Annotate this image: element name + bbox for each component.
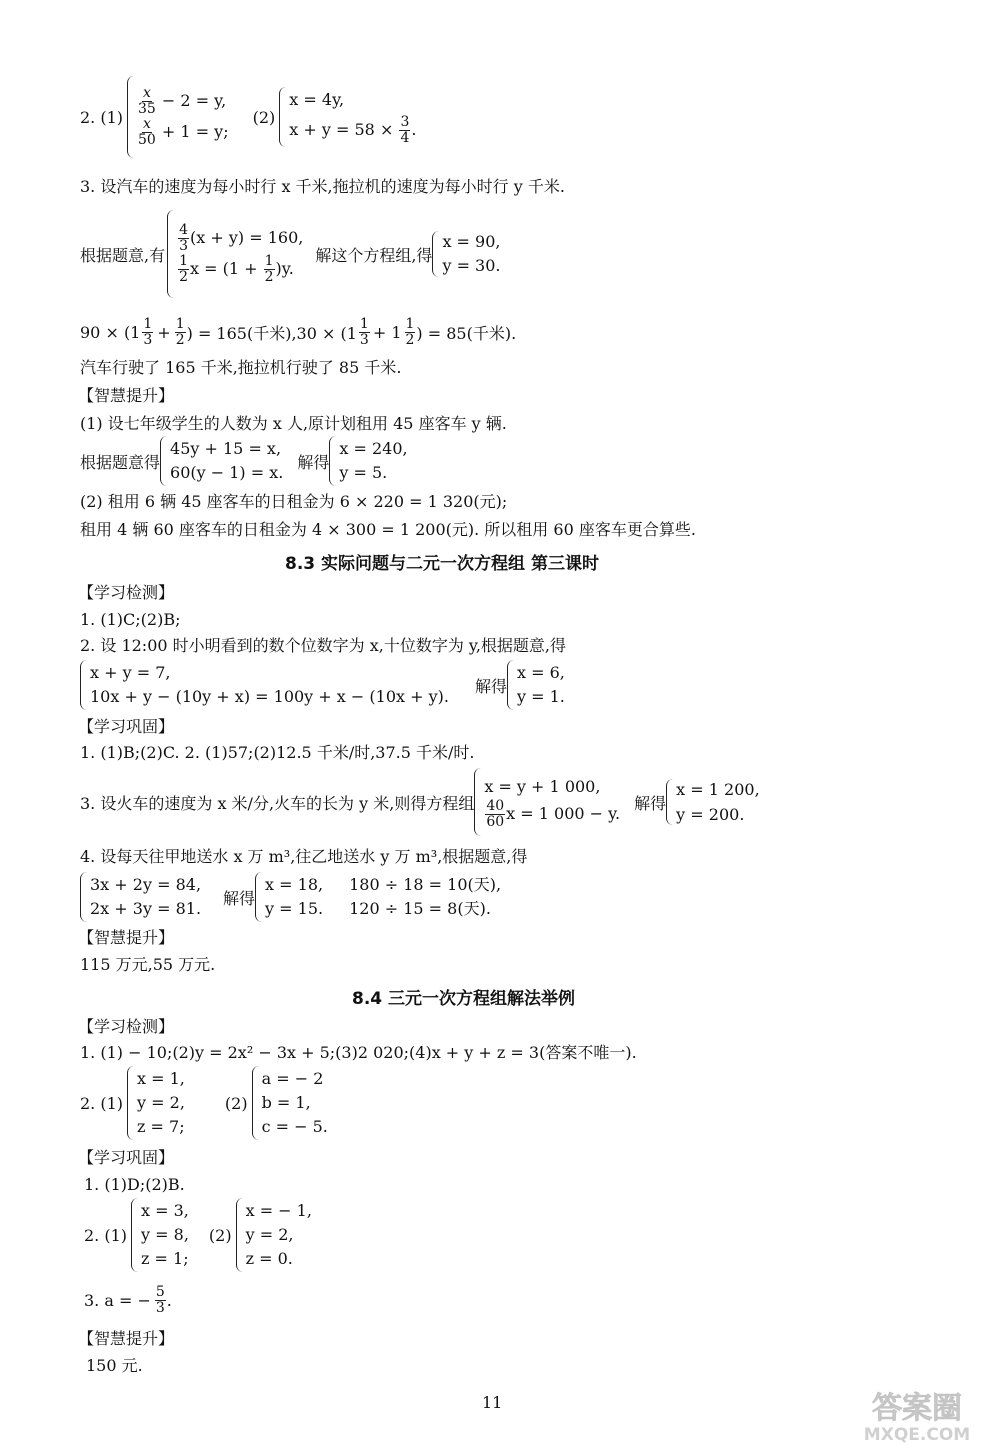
answer-line-a: 3. a = − $\frac{5}{3}$ . <box>84 1283 172 1316</box>
section-tag: 【学习检测】 <box>78 1017 175 1036</box>
brace <box>432 231 440 277</box>
brace <box>127 76 135 158</box>
eq-system-8-4-a2: 2. (1) x = 1, y = 2, z = 7; (2) a = − 2 b = 1, c = − 5. <box>80 1066 328 1140</box>
brace <box>167 210 175 298</box>
section-title-8-4: 8.4 三元一次方程组解法举例 <box>352 989 576 1009</box>
brace <box>131 1198 139 1272</box>
eq-system-8-3-b3: 3. 设火车的速度为 x 米/分,火车的长为 y 米,则得方程组 x = y + 1 000, $\frac{40}{60}$ x = 1 000 − y. 解得 x = 1 200, y = 200. <box>80 768 760 836</box>
section-tag: 【智慧提升】 <box>78 386 175 405</box>
watermark-graphic <box>842 1382 992 1444</box>
answer-line: 4. 设每天往甲地送水 x 万 m³,往乙地送水 y 万 m³,根据题意,得 <box>80 847 528 866</box>
eq-system-8-3-b4: 3x + 2y = 84, 2x + 3y = 81. 解得 x = 18, y = 15. 180 ÷ 18 = 10(天), 120 ÷ 15 = 8(天). <box>80 872 501 922</box>
conclusion: 汽车行驶了 165 千米,拖拉机行驶了 85 千米. <box>80 358 402 377</box>
brace <box>507 660 515 710</box>
brace <box>236 1198 244 1272</box>
section-tag: 【学习检测】 <box>78 583 175 602</box>
brace <box>80 660 88 710</box>
wisdom-line-1: (1) 设七年级学生的人数为 x 人,原计划租用 45 座客车 y 辆. <box>80 414 507 433</box>
brace <box>127 1066 135 1140</box>
section-tag: 【学习巩固】 <box>78 1148 175 1167</box>
eq-system-8-3-2: x + y = 7, 10x + y − (10y + x) = 100y + x − (10x + y). 解得 x = 6, y = 1. <box>80 660 565 710</box>
eq-system-wisdom: 根据题意得 45y + 15 = x, 60(y − 1) = x. 解得 x = 240, y = 5. <box>80 436 408 486</box>
answer-line: 150 元. <box>86 1356 143 1375</box>
eq-system-2-1: 2. (1) $\frac{x}{35}$ − 2 = y, $\frac{x}{50}$ + 1 = y; (2) x = 4y, x + y = 58 × $\frac{3}{4}$ . <box>80 76 416 158</box>
brace <box>279 87 287 147</box>
answer-line: 1. (1) − 10;(2)y = 2x² − 3x + 5;(3)2 020;(4)x + y + z = 3(答案不唯一). <box>80 1043 637 1062</box>
wisdom-line-2: (2) 租用 6 辆 45 座客车的日租金为 6 × 220 = 1 320(元); <box>80 492 508 511</box>
brace <box>80 872 88 922</box>
brace <box>329 436 337 486</box>
section-tag: 【学习巩固】 <box>78 717 175 736</box>
answer-line: 1. (1)C;(2)B; <box>80 610 181 629</box>
watermark-logo <box>842 1382 992 1444</box>
calc-line: 90 × (1 $\frac{1}{3}$ + $\frac{1}{2}$ ) = 165(千米),30 × (1 $\frac{1}{3}$ + 1 $\frac{1}{2}$ ) = 85(千米). <box>80 315 517 348</box>
brace <box>252 1066 260 1140</box>
section-tag: 【智慧提升】 <box>78 928 175 947</box>
eq-system-3: 根据题意,有 $\frac{4}{3}$ (x + y) = 160, $\frac{1}{2}$ x = (1 + $\frac{1}{2}$ )y. 解这个方程组,得 x = 90, y = 30. <box>80 210 501 298</box>
answer-line: 1. (1)D;(2)B. <box>84 1175 185 1194</box>
watermark-top: 答案圈 <box>872 1391 962 1426</box>
page-number: 11 <box>482 1393 503 1412</box>
brace <box>160 436 168 486</box>
watermark-bottom: MXQE.COM <box>863 1425 971 1444</box>
wisdom-line-3: 租用 4 辆 60 座客车的日租金为 4 × 300 = 1 200(元). 所以租用 60 座客车更合算些. <box>80 520 696 539</box>
brace <box>474 768 482 836</box>
section-tag: 【智慧提升】 <box>78 1329 175 1348</box>
section-title-8-3: 8.3 实际问题与二元一次方程组 第三课时 <box>285 554 599 574</box>
brace <box>255 872 263 922</box>
problem-3-setup: 3. 设汽车的速度为每小时行 x 千米,拖拉机的速度为每小时行 y 千米. <box>80 177 565 196</box>
eq-system-8-4-b2: 2. (1) x = 3, y = 8, z = 1; (2) x = − 1, y = 2, z = 0. <box>84 1198 312 1272</box>
answer-line: 1. (1)B;(2)C. 2. (1)57;(2)12.5 千米/时,37.5 千米/时. <box>80 743 475 762</box>
answer-line: 115 万元,55 万元. <box>80 955 216 974</box>
brace <box>666 779 674 825</box>
answer-line: 2. 设 12:00 时小明看到的数个位数字为 x,十位数字为 y,根据题意,得 <box>80 636 567 655</box>
